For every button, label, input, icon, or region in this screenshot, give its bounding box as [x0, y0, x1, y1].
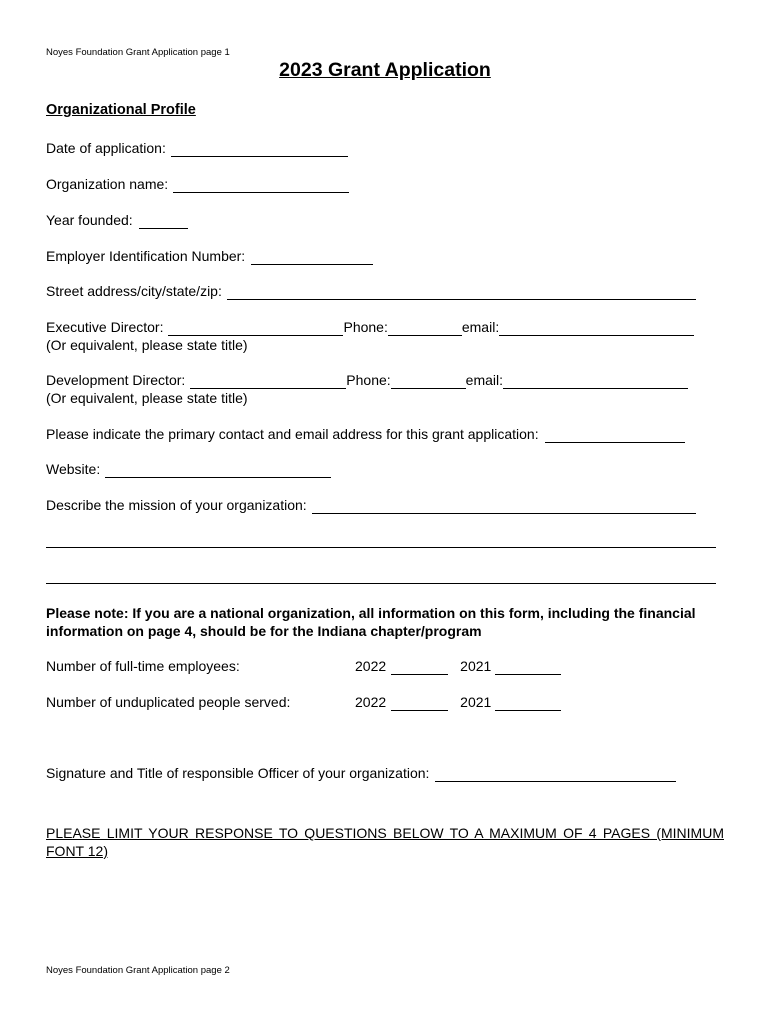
ein-row [46, 247, 373, 265]
date-of-application-row [46, 139, 348, 157]
executive-director-phone-label: Phone: [343, 319, 388, 335]
development-director-email-label: email: [465, 372, 504, 388]
executive-director-note: (Or equivalent, please state title) [46, 337, 248, 353]
page-header: Noyes Foundation Grant Application page 1 [46, 47, 230, 58]
website-row [46, 460, 331, 478]
primary-contact-label: Please indicate the primary contact and email address for this grant application: [46, 426, 539, 442]
mission-line-2[interactable] [46, 547, 716, 548]
served-2022-field[interactable] [391, 696, 448, 711]
year-founded-row [46, 211, 188, 229]
mission-label: Describe the mission of your organization: [46, 497, 307, 513]
development-director-row [46, 371, 688, 389]
website-label: Website: [46, 461, 101, 477]
organization-name-label: Organization name: [46, 176, 169, 192]
executive-director-row [46, 318, 694, 336]
development-director-phone-label: Phone: [346, 372, 391, 388]
executive-director-email-label: email: [461, 319, 500, 335]
mission-field[interactable] [312, 499, 696, 514]
year-founded-field[interactable] [139, 214, 188, 229]
signature-field[interactable] [435, 767, 676, 782]
development-director-email-field[interactable] [503, 374, 688, 389]
primary-contact-field[interactable] [545, 428, 685, 443]
street-address-label: Street address/city/state/zip: [46, 283, 222, 299]
fulltime-2022-field[interactable] [391, 660, 448, 675]
people-served-label: Number of unduplicated people served: [46, 694, 291, 710]
ein-field[interactable] [251, 250, 373, 265]
fulltime-2021-field[interactable] [495, 660, 561, 675]
signature-label: Signature and Title of responsible Officer of your organization: [46, 765, 430, 781]
people-served-row [46, 693, 561, 711]
page-footer: Noyes Foundation Grant Application page 2 [46, 965, 230, 976]
street-address-row [46, 282, 696, 300]
fulltime-employees-label: Number of full-time employees: [46, 658, 240, 674]
ein-label: Employer Identification Number: [46, 248, 246, 264]
development-director-phone-field[interactable] [391, 374, 466, 389]
organization-name-row [46, 175, 349, 193]
served-year-2021-label: 2021 [460, 694, 492, 710]
date-of-application-field[interactable] [171, 142, 348, 157]
development-director-field[interactable] [190, 374, 346, 389]
primary-contact-row [46, 425, 685, 443]
year-founded-label: Year founded: [46, 212, 133, 228]
executive-director-field[interactable] [168, 321, 343, 336]
page-title: 2023 Grant Application [279, 59, 491, 81]
date-of-application-label: Date of application: [46, 140, 166, 156]
served-year-2022-label: 2022 [355, 694, 387, 710]
organization-name-field[interactable] [173, 178, 349, 193]
fulltime-employees-row [46, 657, 561, 675]
signature-row [46, 764, 676, 782]
page-limit-notice: PLEASE LIMIT YOUR RESPONSE TO QUESTIONS BELOW TO A MAXIMUM OF 4 PAGES (MINIMUM FONT 12) [46, 825, 724, 859]
development-director-note: (Or equivalent, please state title) [46, 390, 248, 406]
section-heading: Organizational Profile [46, 102, 196, 118]
fulltime-year-2022-label: 2022 [355, 658, 387, 674]
mission-row [46, 496, 696, 514]
development-director-label: Development Director: [46, 372, 186, 388]
executive-director-phone-field[interactable] [388, 321, 462, 336]
served-2021-field[interactable] [495, 696, 561, 711]
mission-line-3[interactable] [46, 583, 716, 584]
fulltime-year-2021-label: 2021 [460, 658, 492, 674]
executive-director-email-field[interactable] [499, 321, 694, 336]
national-organization-note: Please note: If you are a national organization, all information on this form, including the financial information on page 4, should be for the Indiana chapter/program [46, 605, 696, 639]
executive-director-label: Executive Director: [46, 319, 164, 335]
street-address-field[interactable] [227, 285, 696, 300]
website-field[interactable] [105, 463, 331, 478]
